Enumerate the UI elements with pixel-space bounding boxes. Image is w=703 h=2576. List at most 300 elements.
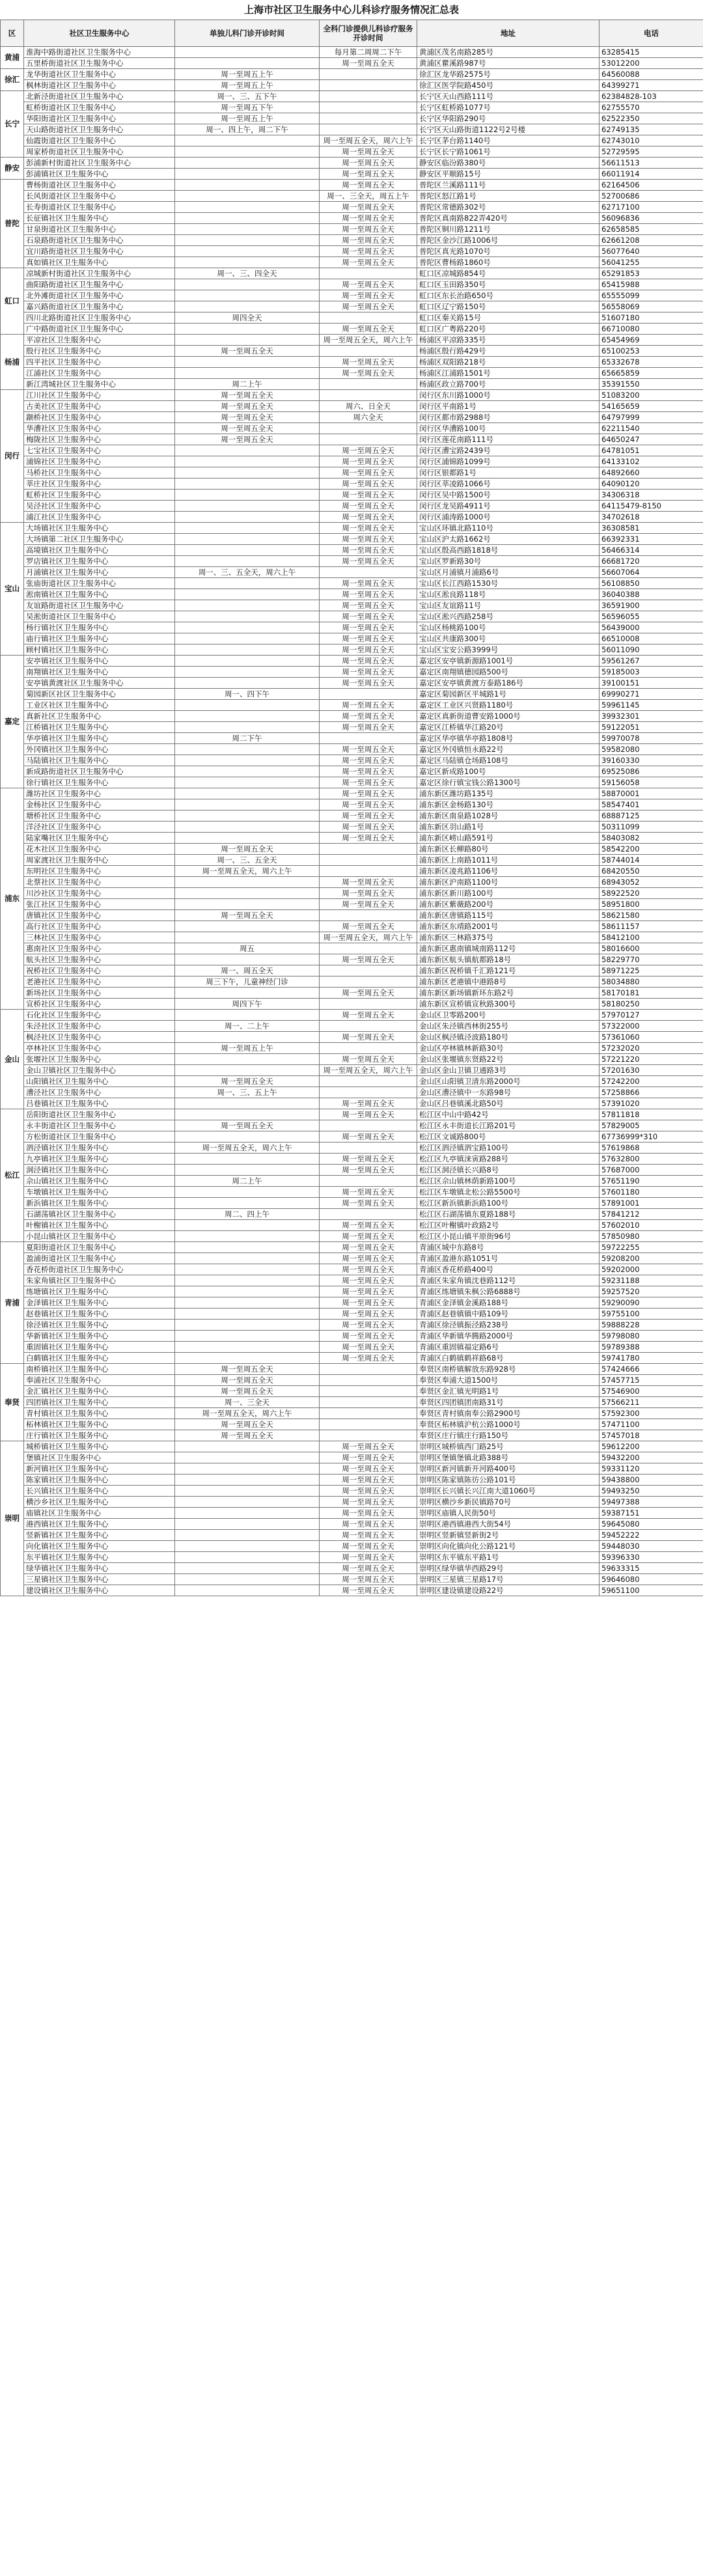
center-name-cell: 虹桥社区卫生服务中心 (24, 490, 175, 501)
general-hours-cell: 周一至周五全天 (320, 777, 417, 788)
dedicated-hours-cell (175, 589, 320, 600)
general-hours-cell (320, 1120, 417, 1131)
table-row (1, 976, 703, 988)
general-hours-cell: 周一至周五全天 (320, 1275, 417, 1286)
table-row (1, 589, 703, 600)
dedicated-hours-cell: 周二上午 (175, 379, 320, 390)
center-name-cell: 盈浦街道社区卫生服务中心 (24, 1253, 175, 1264)
general-hours-cell (320, 379, 417, 390)
dedicated-hours-cell: 周一至周五全天 (175, 1386, 320, 1397)
general-hours-cell: 周一至周五全天 (320, 1131, 417, 1143)
phone-cell: 58542200 (600, 844, 703, 855)
table-row (1, 1010, 703, 1021)
center-name-cell: 建设镇社区卫生服务中心 (24, 1585, 175, 1596)
table-row (1, 766, 703, 777)
general-hours-cell: 周一至周五全天 (320, 1154, 417, 1165)
center-name-cell: 宣桥社区卫生服务中心 (24, 999, 175, 1010)
address-cell: 金山区枫泾镇泾波路180号 (417, 1032, 600, 1043)
dedicated-hours-cell: 周一至周五全天 (175, 401, 320, 412)
address-cell: 长宁区茅台路1140号 (417, 135, 600, 146)
district-cell: 宝山 (1, 523, 24, 656)
address-cell: 嘉定区安亭镇黄渡方泰路186号 (417, 678, 600, 689)
table-row (1, 135, 703, 146)
general-hours-cell: 周一至周五全天 (320, 1353, 417, 1364)
phone-cell: 57651190 (600, 1176, 703, 1187)
table-row (1, 1076, 703, 1087)
center-name-cell: 北新泾街道社区卫生服务中心 (24, 91, 175, 102)
address-cell: 宝山区杨桃路100号 (417, 622, 600, 633)
district-cell: 杨浦 (1, 335, 24, 390)
phone-cell: 34306318 (600, 490, 703, 501)
center-name-cell: 永丰街道社区卫生服务中心 (24, 1120, 175, 1131)
phone-cell: 64399271 (600, 80, 703, 91)
address-cell: 杨浦区政立路700号 (417, 379, 600, 390)
address-cell: 虹口区玉田路350号 (417, 279, 600, 290)
phone-cell: 57632800 (600, 1154, 703, 1165)
dedicated-hours-cell (175, 290, 320, 301)
address-cell: 嘉定区江桥镇华江路20号 (417, 722, 600, 733)
phone-cell: 36591900 (600, 600, 703, 611)
general-hours-cell: 周一至周五全天 (320, 213, 417, 224)
center-name-cell: 张庙街道社区卫生服务中心 (24, 578, 175, 589)
dedicated-hours-cell (175, 445, 320, 456)
general-hours-cell (320, 567, 417, 578)
center-name-cell: 仙霞街道社区卫生服务中心 (24, 135, 175, 146)
address-cell: 奉贤区柘林镇沪杭公路1000号 (417, 1419, 600, 1430)
address-cell: 普陀区真南路822弄420号 (417, 213, 600, 224)
address-cell: 崇明区长兴镇长兴江南大道1060号 (417, 1486, 600, 1497)
address-cell: 松江区洞泾镇长兴路8号 (417, 1165, 600, 1176)
table-row (1, 401, 703, 412)
phone-cell: 57242200 (600, 1076, 703, 1087)
general-hours-cell: 周一至周五全天 (320, 1231, 417, 1242)
center-name-cell: 真新社区卫生服务中心 (24, 711, 175, 722)
address-cell: 宝山区殷高西路1818号 (417, 545, 600, 556)
address-cell: 崇明区新河镇新开河路400号 (417, 1463, 600, 1475)
table-row (1, 235, 703, 246)
center-name-cell: 工业区社区卫生服务中心 (24, 700, 175, 711)
general-hours-cell: 周一至周五全天 (320, 1497, 417, 1508)
address-cell: 金山区卫零路200号 (417, 1010, 600, 1021)
address-cell: 浦东新区上南路1011号 (417, 855, 600, 866)
table-row (1, 722, 703, 733)
table-row (1, 1430, 703, 1441)
table-row (1, 1463, 703, 1475)
address-cell: 闵行区龙吴路4911号 (417, 501, 600, 512)
header-address: 地址 (417, 20, 600, 47)
phone-cell: 58611157 (600, 921, 703, 932)
phone-cell: 36040388 (600, 589, 703, 600)
phone-cell: 50311099 (600, 822, 703, 833)
center-name-cell: 祝桥社区卫生服务中心 (24, 965, 175, 976)
dedicated-hours-cell (175, 1563, 320, 1574)
dedicated-hours-cell (175, 611, 320, 622)
table-row (1, 1109, 703, 1120)
address-cell: 闵行区吴中路1500号 (417, 490, 600, 501)
address-cell: 金山区漕泾镇中一东路98号 (417, 1087, 600, 1098)
phone-cell: 35391550 (600, 379, 703, 390)
table-row (1, 1043, 703, 1054)
phone-cell: 66510008 (600, 633, 703, 644)
dedicated-hours-cell (175, 1220, 320, 1231)
address-cell: 浦东新区潍坊路135号 (417, 788, 600, 799)
table-row (1, 855, 703, 866)
dedicated-hours-cell (175, 678, 320, 689)
dedicated-hours-cell (175, 600, 320, 611)
phone-cell: 59448030 (600, 1541, 703, 1552)
general-hours-cell: 周六全天 (320, 412, 417, 423)
dedicated-hours-cell (175, 1530, 320, 1541)
general-hours-cell: 周一至周五全天 (320, 1242, 417, 1253)
general-hours-cell: 周一至周五全天 (320, 235, 417, 246)
center-name-cell: 吕巷镇社区卫生服务中心 (24, 1098, 175, 1109)
dedicated-hours-cell (175, 1286, 320, 1297)
table-row (1, 1552, 703, 1563)
table-row (1, 224, 703, 235)
phone-cell: 68420550 (600, 866, 703, 877)
phone-cell: 59561267 (600, 656, 703, 667)
address-cell: 闵行区都市路2988号 (417, 412, 600, 423)
phone-cell: 56041255 (600, 257, 703, 268)
center-name-cell: 新成路街道社区卫生服务中心 (24, 766, 175, 777)
center-name-cell: 龙华街道社区卫生服务中心 (24, 69, 175, 80)
general-hours-cell: 周一至周五全天 (320, 490, 417, 501)
general-hours-cell: 周一至周五全天 (320, 1585, 417, 1596)
phone-cell: 56596055 (600, 611, 703, 622)
address-cell: 杨浦区江浦路1501号 (417, 368, 600, 379)
table-row (1, 113, 703, 124)
phone-cell: 58951800 (600, 899, 703, 910)
dedicated-hours-cell: 周一、三、四全天 (175, 268, 320, 279)
address-cell: 普陀区怒江路1号 (417, 191, 600, 202)
phone-cell: 65291853 (600, 268, 703, 279)
address-cell: 闵行区漕宝路2439号 (417, 445, 600, 456)
center-name-cell: 四平社区卫生服务中心 (24, 357, 175, 368)
general-hours-cell: 周一至周五全天 (320, 578, 417, 589)
address-cell: 闵行区莘凌路1066号 (417, 478, 600, 490)
address-cell: 虹口区东长治路650号 (417, 290, 600, 301)
phone-cell: 52729595 (600, 146, 703, 158)
dedicated-hours-cell (175, 1098, 320, 1109)
table-row (1, 445, 703, 456)
phone-cell: 57221220 (600, 1054, 703, 1065)
table-row (1, 733, 703, 744)
address-cell: 松江区新浜镇新浜路100号 (417, 1198, 600, 1209)
table-row (1, 357, 703, 368)
table-row (1, 1419, 703, 1430)
address-cell: 崇明区绿华镇华西路29号 (417, 1563, 600, 1574)
table-row (1, 1098, 703, 1109)
center-name-cell: 竖新镇社区卫生服务中心 (24, 1530, 175, 1541)
center-name-cell: 江桥镇社区卫生服务中心 (24, 722, 175, 733)
address-cell: 崇明区港西镇港西大街54号 (417, 1519, 600, 1530)
general-hours-cell: 周一至周五全天 (320, 633, 417, 644)
center-name-cell: 天山路街道社区卫生服务中心 (24, 124, 175, 135)
dedicated-hours-cell (175, 833, 320, 844)
phone-cell: 57970127 (600, 1010, 703, 1021)
center-name-cell: 安亭镇黄渡社区卫生服务中心 (24, 678, 175, 689)
center-name-cell: 新浜镇社区卫生服务中心 (24, 1198, 175, 1209)
header-general-hours: 全科门诊提供儿科诊疗服务开诊时间 (320, 20, 417, 47)
general-hours-cell (320, 346, 417, 357)
address-cell: 奉贤区金汇镇光明路1号 (417, 1386, 600, 1397)
table-row (1, 467, 703, 478)
table-row (1, 169, 703, 180)
general-hours-cell (320, 1143, 417, 1154)
center-name-cell: 三林社区卫生服务中心 (24, 932, 175, 943)
address-cell: 崇明区堡镇堡镇北路388号 (417, 1452, 600, 1463)
dedicated-hours-cell (175, 1331, 320, 1342)
general-hours-cell (320, 69, 417, 80)
address-cell: 浦东新区凌兆路1106号 (417, 866, 600, 877)
general-hours-cell: 周一至周五全天 (320, 257, 417, 268)
center-name-cell: 虹桥街道社区卫生服务中心 (24, 102, 175, 113)
center-name-cell: 山阳镇社区卫生服务中心 (24, 1076, 175, 1087)
phone-cell: 58922520 (600, 888, 703, 899)
dedicated-hours-cell (175, 888, 320, 899)
center-name-cell: 真如镇社区卫生服务中心 (24, 257, 175, 268)
general-hours-cell: 周一至周五全天 (320, 246, 417, 257)
table-row (1, 988, 703, 999)
table-row (1, 1286, 703, 1297)
dedicated-hours-cell: 周一至周五全天 (175, 412, 320, 423)
center-name-cell: 新场社区卫生服务中心 (24, 988, 175, 999)
phone-cell: 56466314 (600, 545, 703, 556)
center-name-cell: 叶榭镇社区卫生服务中心 (24, 1220, 175, 1231)
general-hours-cell: 周一至周五全天 (320, 1441, 417, 1452)
address-cell: 虹口区辽宁路150号 (417, 301, 600, 312)
phone-cell: 59789388 (600, 1342, 703, 1353)
general-hours-cell (320, 268, 417, 279)
table-row (1, 434, 703, 445)
district-cell: 徐汇 (1, 69, 24, 91)
table-row (1, 412, 703, 423)
dedicated-hours-cell (175, 202, 320, 213)
dedicated-hours-cell (175, 456, 320, 467)
general-hours-cell: 周一至周五全天 (320, 921, 417, 932)
phone-cell: 56096836 (600, 213, 703, 224)
table-row (1, 534, 703, 545)
general-hours-cell: 周一至周五全天 (320, 656, 417, 667)
center-name-cell: 白鹤镇社区卫生服务中心 (24, 1353, 175, 1364)
general-hours-cell (320, 312, 417, 324)
phone-cell: 39100151 (600, 678, 703, 689)
phone-cell: 56108850 (600, 578, 703, 589)
dedicated-hours-cell (175, 810, 320, 822)
address-cell: 静安区临汾路380号 (417, 158, 600, 169)
center-name-cell: 长兴镇社区卫生服务中心 (24, 1486, 175, 1497)
address-cell: 嘉定区新成路100号 (417, 766, 600, 777)
address-cell: 松江区永丰街道长江路201号 (417, 1120, 600, 1131)
phone-cell: 64650247 (600, 434, 703, 445)
general-hours-cell: 周一至周五全天 (320, 589, 417, 600)
phone-cell: 58180250 (600, 999, 703, 1010)
table-row (1, 501, 703, 512)
address-cell: 松江区中山中路42号 (417, 1109, 600, 1120)
general-hours-cell: 周一至周五全天 (320, 766, 417, 777)
dedicated-hours-cell: 周一至周五全天 (175, 1120, 320, 1131)
general-hours-cell (320, 1430, 417, 1441)
address-cell: 奉贤区奉浦大道1500号 (417, 1375, 600, 1386)
address-cell: 宝山区淞良路118号 (417, 589, 600, 600)
address-cell: 虹口区广粤路220号 (417, 324, 600, 335)
phone-cell: 68887125 (600, 810, 703, 822)
phone-cell: 59651100 (600, 1585, 703, 1596)
phone-cell: 58412100 (600, 932, 703, 943)
dedicated-hours-cell (175, 1552, 320, 1563)
dedicated-hours-cell (175, 1486, 320, 1497)
center-name-cell: 堡镇社区卫生服务中心 (24, 1452, 175, 1463)
general-hours-cell: 周一、三全天，周五上午 (320, 191, 417, 202)
dedicated-hours-cell (175, 1463, 320, 1475)
address-cell: 嘉定区菊园新区平城路1号 (417, 689, 600, 700)
phone-cell: 59645080 (600, 1519, 703, 1530)
table-row (1, 1297, 703, 1309)
dedicated-hours-cell: 周一至周五上午 (175, 69, 320, 80)
table-row (1, 1475, 703, 1486)
phone-cell: 57829005 (600, 1120, 703, 1131)
center-name-cell: 城桥镇社区卫生服务中心 (24, 1441, 175, 1452)
address-cell: 青浦区盈港东路1051号 (417, 1253, 600, 1264)
address-cell: 嘉定区安亭镇新源路1001号 (417, 656, 600, 667)
center-name-cell: 陈家镇社区卫生服务中心 (24, 1475, 175, 1486)
general-hours-cell: 周一至周五全天 (320, 1563, 417, 1574)
table-row (1, 268, 703, 279)
table-row (1, 644, 703, 656)
table-row (1, 1187, 703, 1198)
address-cell: 浦东新区惠南镇城南路112号 (417, 943, 600, 954)
phone-cell: 59582080 (600, 744, 703, 755)
district-cell: 崇明 (1, 1441, 24, 1596)
phone-cell: 64090120 (600, 478, 703, 490)
phone-cell: 62658585 (600, 224, 703, 235)
table-row (1, 1054, 703, 1065)
dedicated-hours-cell (175, 180, 320, 191)
table-row (1, 102, 703, 113)
center-name-cell: 大场镇社区卫生服务中心 (24, 523, 175, 534)
general-hours-cell: 周一至周五全天 (320, 1486, 417, 1497)
address-cell: 金山区吕巷镇溪北路50号 (417, 1098, 600, 1109)
phone-cell: 59612200 (600, 1441, 703, 1452)
dedicated-hours-cell (175, 478, 320, 490)
header-district: 区 (1, 20, 24, 47)
general-hours-cell: 周一至周五全天 (320, 644, 417, 656)
general-hours-cell (320, 1419, 417, 1430)
general-hours-cell: 周一至周五全天 (320, 512, 417, 523)
general-hours-cell: 周一至周五全天 (320, 224, 417, 235)
general-hours-cell: 周一至周五全天 (320, 545, 417, 556)
center-name-cell: 顾村镇社区卫生服务中心 (24, 644, 175, 656)
table-row (1, 1120, 703, 1131)
phone-cell: 59497388 (600, 1497, 703, 1508)
phone-cell: 66392331 (600, 534, 703, 545)
dedicated-hours-cell (175, 822, 320, 833)
center-name-cell: 赵巷镇社区卫生服务中心 (24, 1309, 175, 1320)
general-hours-cell: 周一至周五全天 (320, 788, 417, 799)
table-row (1, 622, 703, 633)
center-name-cell: 惠南社区卫生服务中心 (24, 943, 175, 954)
general-hours-cell: 周一至周五全天 (320, 1010, 417, 1021)
dedicated-hours-cell: 周一、三、五下午 (175, 91, 320, 102)
address-cell: 青浦区重固镇福定路6号 (417, 1342, 600, 1353)
dedicated-hours-cell: 周一、四上午，周二下午 (175, 124, 320, 135)
phone-cell: 64781051 (600, 445, 703, 456)
phone-cell: 56607064 (600, 567, 703, 578)
general-hours-cell: 周一至周五全天 (320, 1032, 417, 1043)
general-hours-cell: 周一至周五全天 (320, 1331, 417, 1342)
table-row (1, 899, 703, 910)
address-cell: 金山区山阳镇卫清东路2000号 (417, 1076, 600, 1087)
phone-cell: 59755100 (600, 1309, 703, 1320)
phone-cell: 69525086 (600, 766, 703, 777)
table-row (1, 47, 703, 58)
dedicated-hours-cell: 周四下午 (175, 999, 320, 1010)
center-name-cell: 徐泾镇社区卫生服务中心 (24, 1320, 175, 1331)
table-row (1, 213, 703, 224)
general-hours-cell (320, 943, 417, 954)
center-name-cell: 南翔镇社区卫生服务中心 (24, 667, 175, 678)
general-hours-cell: 周一至周五全天 (320, 478, 417, 490)
table-row (1, 567, 703, 578)
dedicated-hours-cell (175, 301, 320, 312)
center-name-cell: 高行社区卫生服务中心 (24, 921, 175, 932)
phone-cell: 62211540 (600, 423, 703, 434)
address-cell: 杨浦区平凉路335号 (417, 335, 600, 346)
dedicated-hours-cell: 周一、二上午 (175, 1021, 320, 1032)
general-hours-cell: 周一至周五全天 (320, 324, 417, 335)
table-row (1, 335, 703, 346)
district-cell: 长宁 (1, 91, 24, 158)
center-name-cell: 四川北路街道社区卫生服务中心 (24, 312, 175, 324)
general-hours-cell: 周一至周五全天 (320, 755, 417, 766)
address-cell: 嘉定区工业区兴贤路1180号 (417, 700, 600, 711)
dedicated-hours-cell: 周一至周五全天，周六上午 (175, 1408, 320, 1419)
dedicated-hours-cell (175, 799, 320, 810)
address-cell: 浦东新区三林路375号 (417, 932, 600, 943)
address-cell: 松江区佘山镇林荫新路100号 (417, 1176, 600, 1187)
phone-cell: 68943052 (600, 877, 703, 888)
phone-cell: 59156058 (600, 777, 703, 788)
table-row (1, 1154, 703, 1165)
general-hours-cell: 周一至周五全天 (320, 1342, 417, 1353)
general-hours-cell: 周一至周五全天 (320, 202, 417, 213)
table-row (1, 1021, 703, 1032)
table-row (1, 158, 703, 169)
phone-cell: 64797999 (600, 412, 703, 423)
address-cell: 黄浦区茂名南路285号 (417, 47, 600, 58)
dedicated-hours-cell: 周一、四下午 (175, 689, 320, 700)
clinic-table (0, 20, 703, 1596)
address-cell: 嘉定区华亭镇华亭路1808号 (417, 733, 600, 744)
dedicated-hours-cell (175, 1585, 320, 1596)
phone-cell: 62384828-103 (600, 91, 703, 102)
address-cell: 普陀区曹杨路1860号 (417, 257, 600, 268)
center-name-cell: 泗泾镇社区卫生服务中心 (24, 1143, 175, 1154)
phone-cell: 59493250 (600, 1486, 703, 1497)
phone-cell: 57424666 (600, 1364, 703, 1375)
center-name-cell: 张堰社区卫生服务中心 (24, 1054, 175, 1065)
district-cell: 金山 (1, 1010, 24, 1109)
dedicated-hours-cell (175, 224, 320, 235)
address-cell: 宝山区环镇北路110号 (417, 523, 600, 534)
general-hours-cell: 周一至周五全天 (320, 456, 417, 467)
table-row (1, 1563, 703, 1574)
general-hours-cell: 每月第二周周二下午 (320, 47, 417, 58)
phone-cell: 58403082 (600, 833, 703, 844)
general-hours-cell: 周一至周五全天 (320, 58, 417, 69)
address-cell: 浦东新区唐镇路115号 (417, 910, 600, 921)
center-name-cell: 北外滩街道社区卫生服务中心 (24, 290, 175, 301)
